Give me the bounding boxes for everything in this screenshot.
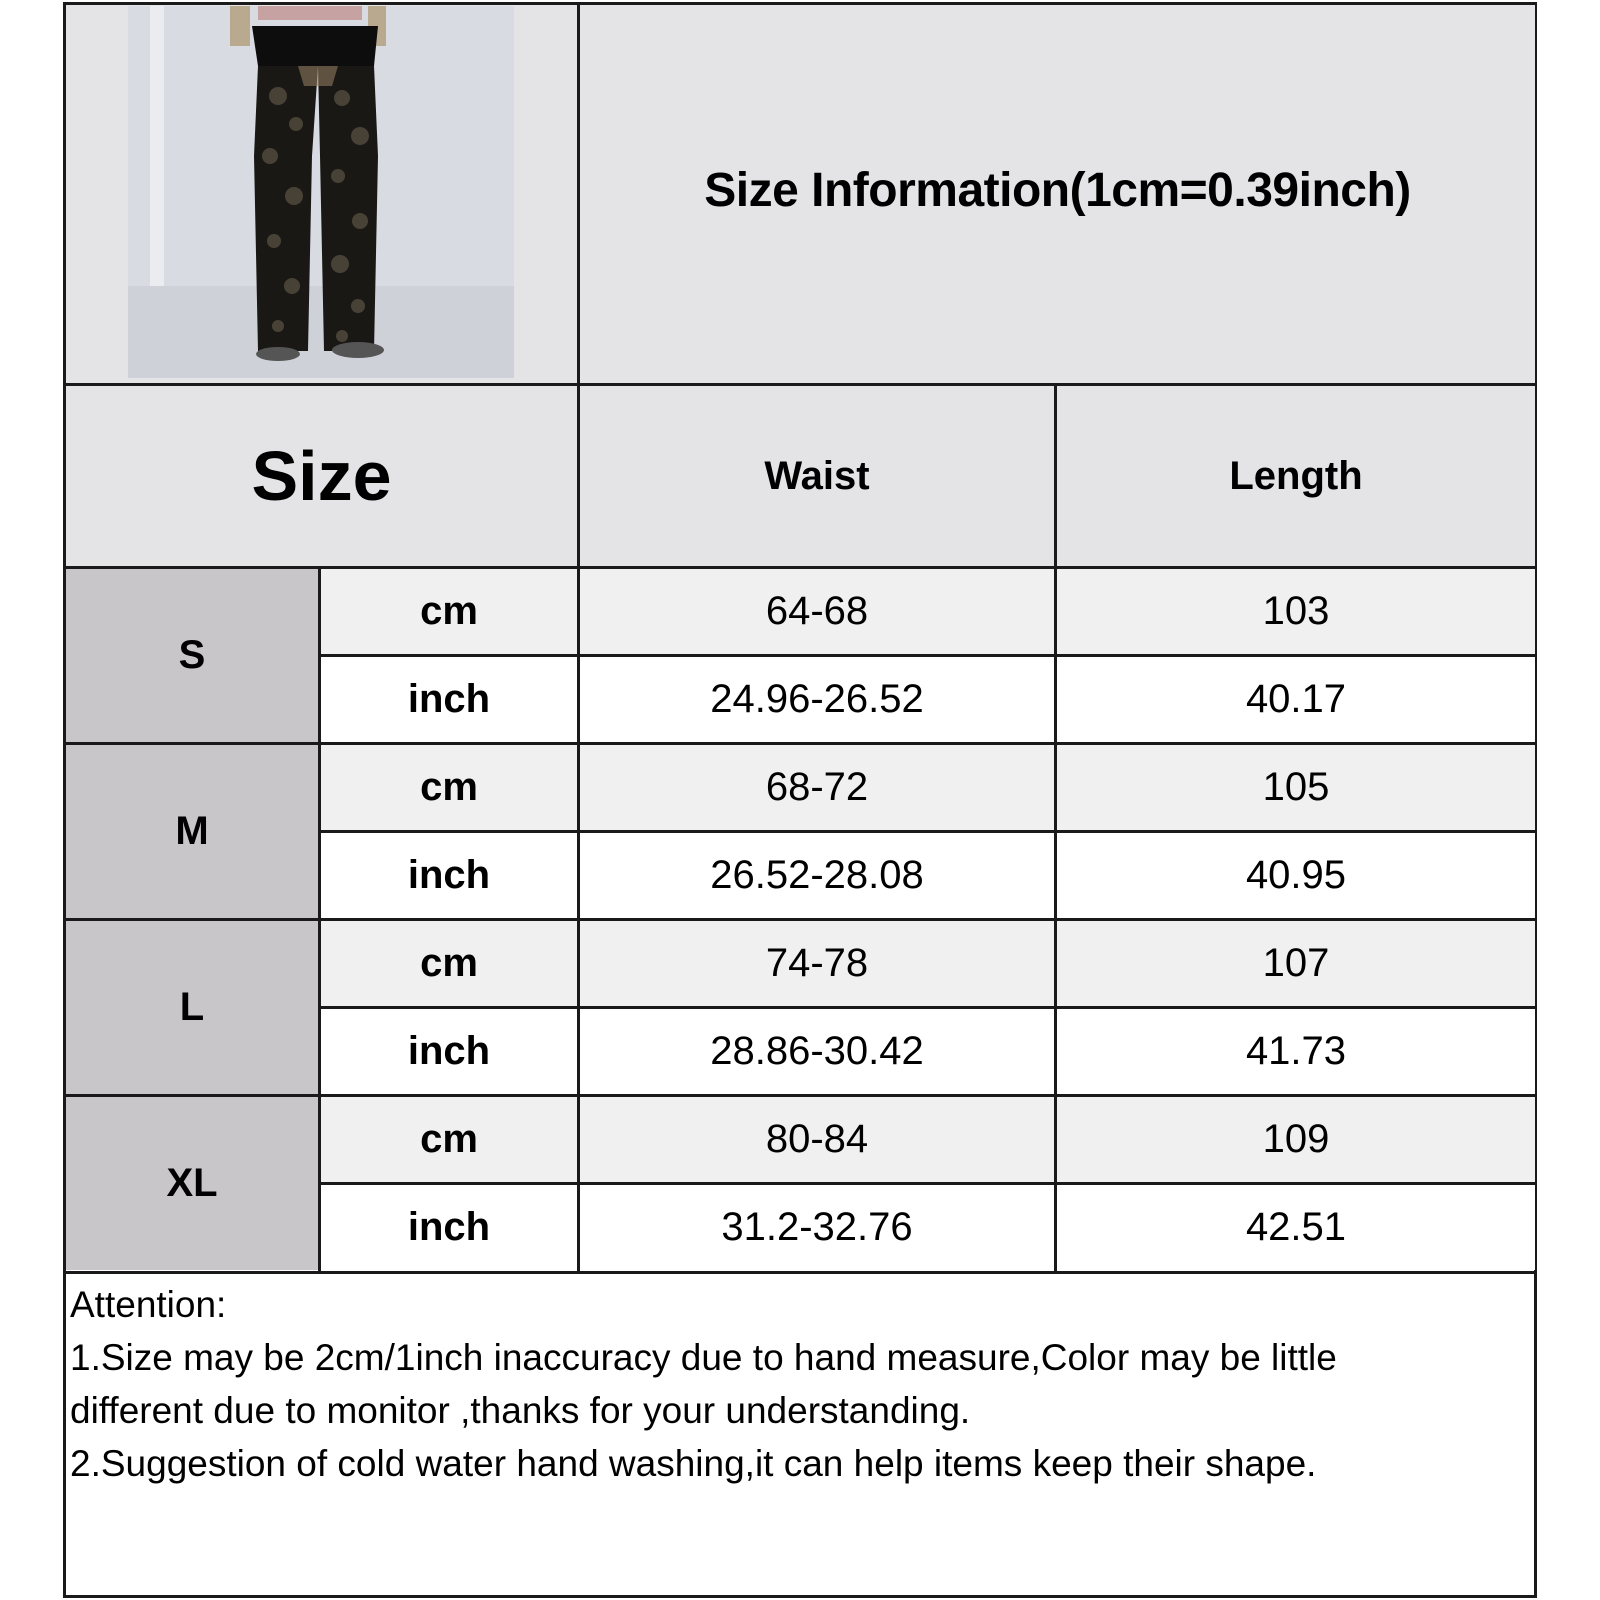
waist-cm-value-cell: [580, 1097, 1054, 1182]
inch-unit-label: inch: [407, 677, 491, 721]
inch-unit-label-cell: [321, 833, 577, 918]
length-inch-value-cell: [1057, 1009, 1535, 1094]
length-inch-value-cell: [1057, 833, 1535, 918]
divider: [318, 566, 321, 1274]
divider: [318, 654, 1537, 657]
divider: [1054, 383, 1057, 1274]
cm-unit-label-cell: [321, 569, 577, 654]
inch-unit-label: inch: [407, 1205, 491, 1249]
inch-unit-label-cell: [321, 657, 577, 742]
waist-inch-value-cell: [580, 1009, 1054, 1094]
waist-inch-value-cell: [580, 1185, 1054, 1270]
length-cm-value: 103: [1262, 589, 1330, 633]
size-label: M: [175, 809, 209, 853]
waist-inch-value: 26.52-28.08: [710, 853, 924, 897]
attention-line-3: 2.Suggestion of cold water hand washing,it can help items keep their shape.: [70, 1443, 1317, 1484]
attention-line-1: 1.Size may be 2cm/1inch inaccuracy due to hand measure,Color may be little: [70, 1337, 1337, 1378]
length-inch-value: 40.17: [1245, 677, 1347, 721]
waist-inch-value: 31.2-32.76: [721, 1205, 913, 1249]
attention-line-2: different due to monitor ,thanks for your understanding.: [70, 1390, 971, 1431]
divider: [318, 1182, 1537, 1185]
length-cm-value: 105: [1262, 765, 1330, 809]
inch-unit-label: inch: [407, 853, 491, 897]
waist-cm-value: 68-72: [765, 765, 869, 809]
waist-cm-value: 64-68: [765, 589, 869, 633]
inch-unit-label-cell: [321, 1185, 577, 1270]
cm-unit-label: cm: [420, 1117, 478, 1161]
size-label: L: [179, 985, 205, 1029]
length-inch-value-cell: [1057, 657, 1535, 742]
size-label: S: [178, 633, 206, 677]
attention-heading: Attention:: [70, 1284, 227, 1325]
divider: [63, 1271, 1537, 1274]
inch-unit-label: inch: [407, 1029, 491, 1073]
divider: [318, 830, 1537, 833]
length-inch-value: 40.95: [1245, 853, 1347, 897]
waist-cm-value-cell: [580, 921, 1054, 1006]
size-label-cell: [66, 1097, 318, 1270]
length-cm-value: 107: [1262, 941, 1330, 985]
length-inch-value: 42.51: [1245, 1205, 1347, 1249]
length-cm-value-cell: [1057, 569, 1535, 654]
cm-unit-label: cm: [420, 765, 478, 809]
waist-inch-value-cell: [580, 833, 1054, 918]
waist-cm-value-cell: [580, 569, 1054, 654]
attention-notes: [70, 1278, 1510, 1490]
cm-unit-label: cm: [420, 941, 478, 985]
cm-unit-label-cell: [321, 745, 577, 830]
inch-unit-label-cell: [321, 1009, 577, 1094]
size-label-cell: [66, 569, 318, 742]
waist-inch-value-cell: [580, 657, 1054, 742]
waist-inch-value: 28.86-30.42: [710, 1029, 924, 1073]
cm-unit-label: cm: [420, 589, 478, 633]
size-header: Size: [251, 437, 392, 515]
length-cm-value-cell: [1057, 745, 1535, 830]
size-header-cell: [66, 386, 577, 566]
length-header-cell: [1057, 386, 1535, 566]
lace-pants-photo-icon: [128, 6, 514, 378]
waist-header: Waist: [764, 453, 870, 498]
length-cm-value: 109: [1262, 1117, 1330, 1161]
divider: [63, 383, 1537, 386]
waist-cm-value: 80-84: [765, 1117, 869, 1161]
size-information-title: Size Information(1cm=0.39inch): [704, 163, 1411, 217]
size-label-cell: [66, 921, 318, 1094]
length-inch-value: 41.73: [1245, 1029, 1347, 1073]
title-cell: [580, 5, 1535, 383]
length-cm-value-cell: [1057, 1097, 1535, 1182]
divider: [63, 566, 1537, 569]
cm-unit-label-cell: [321, 1097, 577, 1182]
length-cm-value-cell: [1057, 921, 1535, 1006]
divider: [318, 1006, 1537, 1009]
waist-header-cell: [580, 386, 1054, 566]
waist-cm-value: 74-78: [765, 941, 869, 985]
length-header: Length: [1229, 453, 1363, 498]
cm-unit-label-cell: [321, 921, 577, 1006]
waist-cm-value-cell: [580, 745, 1054, 830]
length-inch-value-cell: [1057, 1185, 1535, 1270]
size-label-cell: [66, 745, 318, 918]
divider: [577, 2, 580, 1274]
size-label: XL: [166, 1161, 218, 1205]
waist-inch-value: 24.96-26.52: [710, 677, 924, 721]
